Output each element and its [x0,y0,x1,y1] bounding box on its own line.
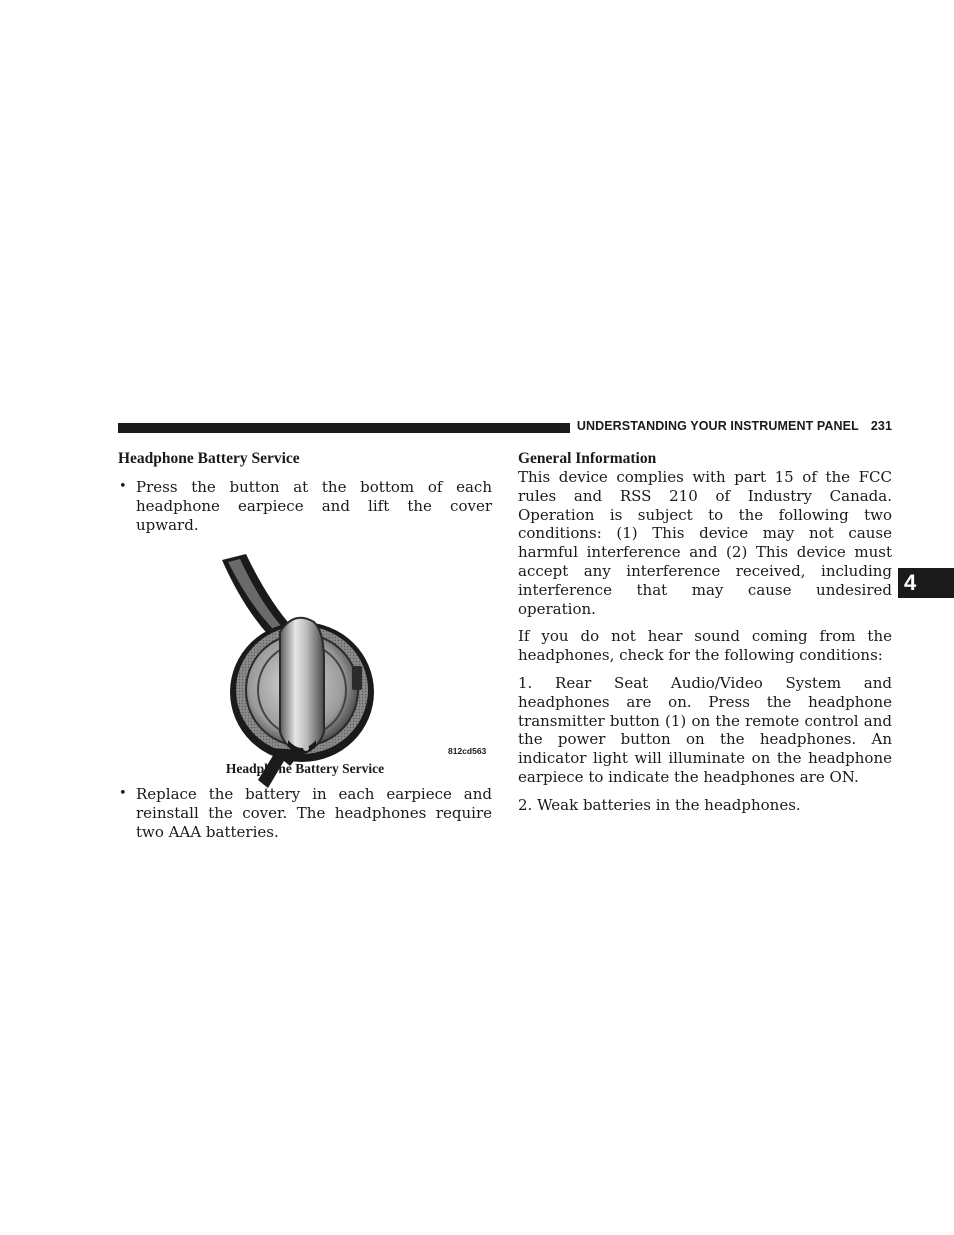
headphone-figure [118,540,492,788]
section-heading-general: General Information [518,450,657,467]
right-column [518,449,892,824]
page-number: 231 [870,419,892,433]
bullet-icon: • [119,786,127,802]
paragraph: This device complies with part 15 of the FCC rules and RSS 210 of Industry Canada. Operation is subject to the following two conditions: (1) This device may not cause harmful interference and (2) This device must accept any interference received, including interference that may cause undesired operation. [518,468,892,618]
paragraph: 2. Weak batteries in the headphones. [518,795,801,814]
paragraph: 1. Rear Seat Audio/Video System and headphones are on. Press the headphone transmitter button (1) on the remote control and the power button on the headphones. An indicator light will illuminate on the headphone earpiece to indicate the headphones are ON. [518,673,892,786]
bullet-item [118,785,492,841]
left-column [118,449,492,842]
figure-code: 812cd563 [448,746,487,757]
running-head [576,419,892,433]
headphone-earpiece-illustration [118,540,492,788]
paragraph: If you do not hear sound coming from the headphones, check for the following conditions: [518,627,892,665]
chapter-tab [898,568,954,598]
section-heading-battery: Headphone Battery Service [118,450,300,467]
bullet-text: Replace the battery in each earpiece and reinstall the cover. The headphones require two AAA batteries. [136,785,492,841]
bullet-item [118,478,492,534]
figure-caption: Headphone Battery Service [225,761,385,777]
bullet-icon: • [119,479,127,494]
bullet-text: Press the button at the bottom of each headphone earpiece and lift the cover upward. [136,478,492,534]
chapter-number: 4 [904,570,917,595]
header-rule [118,423,570,433]
section-title: UNDERSTANDING YOUR INSTRUMENT PANEL [576,419,859,433]
